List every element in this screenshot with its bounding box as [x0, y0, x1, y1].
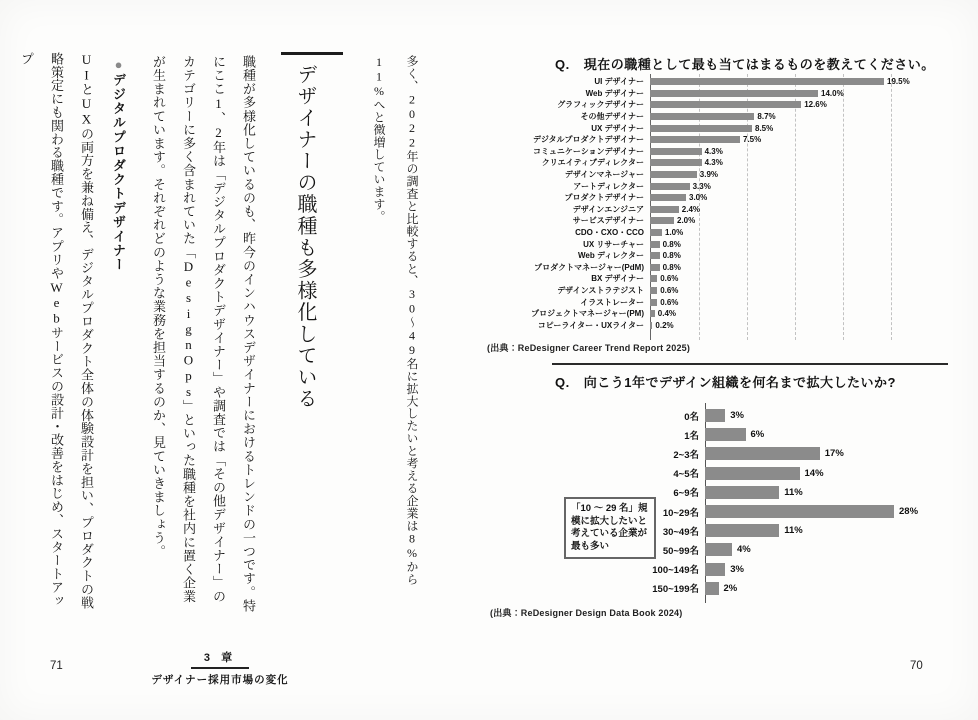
chart2-bar-row — [553, 406, 973, 425]
bar-category-label: 0名 — [684, 411, 699, 423]
bar-category-label: 30~49名 — [662, 526, 699, 538]
bar-category-label: デザインマネージャー — [564, 170, 644, 180]
bar — [650, 229, 662, 236]
chart1-bar-row — [493, 134, 953, 146]
chart1-bar-row — [493, 238, 953, 250]
bar-category-label: プロジェクトマネージャー(PM) — [531, 309, 644, 319]
bar-value-label: 0.4% — [657, 309, 677, 319]
page-number-left: 71 — [50, 660, 63, 672]
bar-value-label: 0.6% — [660, 297, 679, 307]
bar — [650, 194, 686, 201]
chart1-bar-row — [493, 76, 953, 88]
chart2-bar-row — [553, 560, 973, 579]
bar-value-label: 19.5% — [887, 77, 910, 87]
chart1-q-prefix: Q. — [555, 57, 570, 72]
bar — [650, 275, 657, 282]
bar — [705, 467, 800, 480]
chart1-bar-row — [493, 319, 953, 331]
bar-value-label: 3% — [730, 410, 744, 422]
bar — [650, 241, 660, 248]
bar — [705, 543, 732, 556]
bar-value-label: 11% — [784, 525, 803, 537]
chart2-bar-row — [553, 444, 973, 463]
chart1-bar-row — [493, 180, 953, 192]
bar-category-label: デジタルプロダクトデザイナー — [533, 135, 644, 145]
bar-category-label: UI デザイナー — [594, 77, 644, 87]
chart1-bar-row — [493, 157, 953, 169]
subheading-digital-product-designer — [105, 57, 131, 612]
bar-category-label: イラストレーター — [580, 297, 644, 307]
bar-category-label: 10~29名 — [662, 507, 699, 519]
bar-value-label: 17% — [824, 448, 844, 460]
bar-value-label: 0.8% — [662, 251, 681, 261]
chart1-bars — [493, 76, 953, 331]
bar-category-label: コピーライター・UXライター — [537, 320, 644, 330]
bar — [705, 505, 894, 518]
chart1-title-text: 現在の職種として最も当てはまるものを教えてください。 — [583, 57, 935, 72]
bar — [650, 171, 697, 178]
bar-category-label: Web デザイナー — [585, 88, 644, 98]
bar-value-label: 3% — [730, 563, 744, 575]
intro-paragraph: 多く、2022年の調査と比較すると、30〜49名に拡大したいと考える企業は8%から11%へと微増しています。 — [372, 55, 419, 586]
bar-value-label: 4% — [737, 544, 751, 556]
chart1-bar-row — [493, 250, 953, 262]
bar — [650, 322, 652, 329]
bar-category-label: グラフィックデザイナー — [557, 100, 644, 110]
paragraph-2: UIとUXの両方を兼ね備え、デジタルプロダクト全体の体験設計を担い、プロダクトの戦略策定にも関わる職種です。アプリやWebサービスの設計・改善をはじめ、スタートアップ — [19, 52, 94, 610]
bar-value-label: 0.6% — [660, 285, 679, 295]
bar-category-label: Web ディレクター — [577, 251, 644, 261]
bar-category-label: 150~199名 — [652, 584, 699, 596]
bar-category-label: CDO・CXO・CCO — [575, 228, 644, 238]
section-divider-line — [552, 363, 948, 365]
bar-category-label: UX デザイナー — [591, 123, 644, 133]
chart2-title-text: 向こう1年でデザイン組織を何名まで拡大したいか? — [583, 375, 896, 390]
page-number-right: 70 — [910, 660, 923, 672]
bar — [705, 582, 719, 595]
bar — [650, 183, 690, 190]
chart1-bar-row — [493, 192, 953, 204]
bar — [705, 428, 746, 441]
chart1-bar-row — [493, 99, 953, 111]
bar-value-label: 6% — [750, 429, 765, 441]
bar-category-label: 50~99名 — [662, 545, 699, 557]
bar — [705, 409, 725, 422]
bar-category-label: BX デザイナー — [591, 274, 644, 284]
chart2-q-prefix: Q. — [555, 375, 570, 390]
bar — [650, 136, 740, 143]
bar — [650, 78, 884, 85]
chart2-bar-row — [553, 579, 973, 598]
bar-value-label: 3.0% — [689, 193, 708, 203]
bar-value-label: 11% — [784, 486, 803, 498]
bar-value-label: 8.5% — [755, 123, 774, 133]
bar-category-label: その他デザイナー — [580, 112, 644, 122]
bar-value-label: 3.3% — [692, 181, 711, 191]
bar-value-label: 7.5% — [743, 135, 762, 145]
bar-value-label: 2.0% — [677, 216, 696, 226]
bar — [650, 206, 679, 213]
chart1-bar-row — [493, 273, 953, 285]
bar-value-label: 0.8% — [662, 239, 681, 249]
bar-value-label: 2% — [723, 582, 738, 594]
bar — [705, 447, 820, 460]
bar — [650, 310, 655, 317]
bar-category-label: デザインエンジニア — [572, 204, 644, 214]
bar-category-label: コミュニケーションデザイナー — [533, 146, 644, 156]
bar-value-label: 3.9% — [699, 170, 719, 180]
bar-category-label: 2~3名 — [673, 449, 699, 461]
chart1-bar-row — [493, 169, 953, 181]
chart1-source: (出典：ReDesigner Career Trend Report 2025) — [487, 343, 691, 353]
bar — [705, 563, 725, 576]
subheading-text: デジタルプロダクトデザイナー — [111, 73, 126, 273]
chart1-bar-row — [493, 111, 953, 123]
bar-category-label: 4~5名 — [673, 469, 699, 481]
bar-category-label: 6~9名 — [673, 488, 699, 500]
chart1-bar-row — [493, 308, 953, 320]
chart1-bar-row — [493, 215, 953, 227]
chapter-number: 3 章 — [191, 649, 249, 669]
chart1-bar-row — [493, 122, 953, 134]
chart2-bar-row — [553, 425, 973, 444]
bar — [705, 486, 779, 499]
bar-category-label: アートディレクター — [573, 181, 644, 191]
bar-category-label: サービスデザイナー — [572, 216, 644, 226]
bar-value-label: 4.3% — [704, 146, 723, 156]
bar — [705, 524, 779, 537]
bar — [650, 264, 660, 271]
bar-category-label: プロダクトデザイナー — [564, 193, 644, 203]
bar-category-label: 1名 — [684, 430, 699, 442]
bar-category-label: 100~149名 — [652, 565, 699, 577]
bar-category-label: クリエイティブディレクター — [541, 158, 644, 168]
bar-category-label: UX リサーチャー — [583, 239, 644, 249]
bar-value-label: 4.3% — [704, 158, 723, 168]
bar — [650, 287, 657, 294]
chart1-title — [555, 54, 935, 73]
bar-value-label: 1.0% — [665, 228, 684, 238]
chart2-title — [555, 372, 896, 391]
chart2-bar-row — [553, 464, 973, 483]
bar-value-label: 14.0% — [821, 88, 844, 98]
chart1-bar-row — [493, 262, 953, 274]
bar-category-label: デザインストラテジスト — [557, 285, 644, 295]
bar — [650, 125, 752, 132]
chart1-bar-row — [493, 285, 953, 297]
section-heading-rule — [281, 52, 343, 55]
bar — [650, 217, 674, 224]
bar-value-label: 0.8% — [662, 262, 681, 272]
bar-category-label: プロダクトマネージャー(PdM) — [534, 262, 644, 272]
chart1-bar-row — [493, 296, 953, 308]
chart2-callout-box: 「10 〜 29 名」規模に拡大したいと考えている企業が最も多い — [564, 497, 656, 559]
chapter-footer — [145, 648, 295, 687]
bullet-icon: ● — [111, 57, 126, 74]
paragraph-1: 職種が多様化しているのも、昨今のインハウスデザイナーにおけるトレンドの一つです。特にここ1、2年は「デジタルプロダクトデザイナー」や調査では「その他デザイナー」のカテゴリーに多く含まれていた「DesignOps」といった職種を社内に置く企業が生まれています。それぞれどのような業務を担当するのか、見ていきましょう。 — [151, 55, 256, 613]
chart2-source: (出典：ReDesigner Design Data Book 2024) — [490, 608, 683, 618]
bar-value-label: 14% — [804, 467, 824, 479]
chapter-title: デザイナー採用市場の変化 — [151, 674, 289, 686]
bar — [650, 148, 702, 155]
bar-value-label: 0.6% — [660, 274, 679, 284]
chart1-bar-row — [493, 227, 953, 239]
bar — [650, 90, 818, 97]
chart1-bar-row — [493, 204, 953, 216]
bar-value-label: 2.4% — [681, 204, 701, 214]
bar-value-label: 28% — [899, 506, 919, 518]
bar-value-label: 8.7% — [757, 112, 776, 122]
bar-value-label: 12.6% — [804, 100, 827, 110]
bar — [650, 113, 754, 120]
chart1-bar-row — [493, 146, 953, 158]
bar — [650, 159, 702, 166]
bar — [650, 252, 660, 259]
bar — [650, 101, 801, 108]
section-heading: デザイナーの職種も多様化している — [294, 64, 316, 410]
bar — [650, 299, 657, 306]
chart1-bar-row — [493, 88, 953, 100]
bar-value-label: 0.2% — [655, 320, 674, 330]
